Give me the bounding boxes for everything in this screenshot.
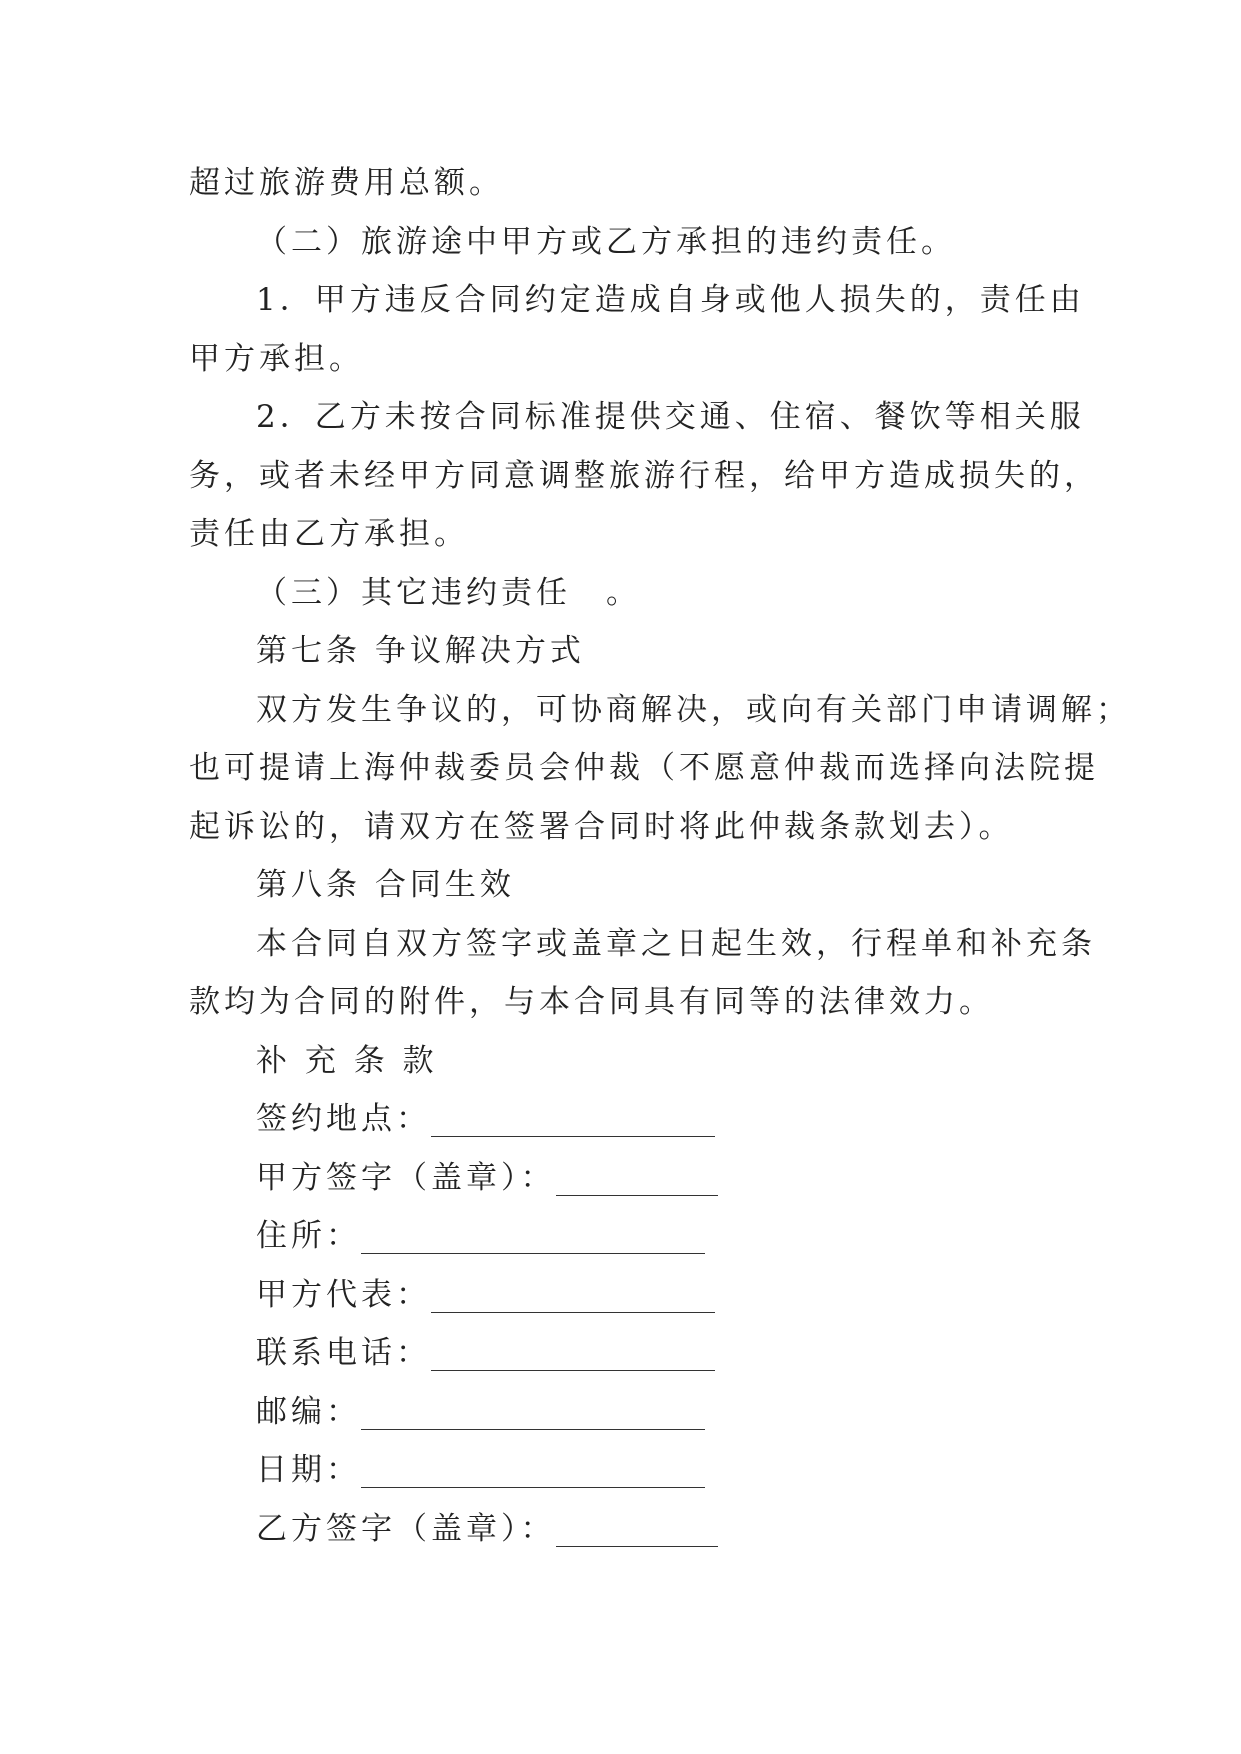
paragraph-line: 款均为合同的附件，与本合同具有同等的法律效力。 <box>189 984 994 1020</box>
article-heading-dispute-resolution: 第七条 争议解决方式 <box>256 633 585 669</box>
field-label: 日期： <box>256 1452 361 1488</box>
paragraph-line: 本合同自双方签字或盖章之日起生效，行程单和补充条 <box>256 925 1096 962</box>
field-label: 住所： <box>256 1218 361 1254</box>
supplementary-terms-heading: 补 充 条 款 <box>256 1042 438 1079</box>
date-field <box>189 1441 1045 1500</box>
paragraph-line: 双方发生争议的，可协商解决，或向有关部门申请调解； <box>256 691 1131 728</box>
paragraph-line: 起诉讼的，请双方在签署合同时将此仲裁条款划去）。 <box>189 808 1014 845</box>
party-a-signature-blank[interactable] <box>556 1195 718 1196</box>
field-label: 乙方签字（盖章）： <box>256 1510 556 1547</box>
postcode-blank[interactable] <box>361 1429 705 1430</box>
address-blank[interactable] <box>361 1253 705 1254</box>
field-label: 甲方签字（盖章）： <box>256 1159 556 1196</box>
document-body <box>189 154 1131 1558</box>
paragraph-line: 务，或者未经甲方同意调整旅游行程，给甲方造成损失的， <box>189 457 1099 494</box>
date-blank[interactable] <box>361 1487 705 1488</box>
paragraph-line: 1．甲方违反合同约定造成自身或他人损失的，责任由 <box>256 282 1085 318</box>
party-b-signature-field <box>189 1500 1045 1559</box>
field-label: 联系电话： <box>256 1335 431 1371</box>
section-heading-other-breach: （三）其它违约责任 。 <box>256 574 641 611</box>
field-label: 邮编： <box>256 1393 361 1430</box>
field-label: 甲方代表： <box>256 1276 431 1313</box>
phone-field <box>189 1324 1045 1383</box>
article-heading-contract-effect: 第八条 合同生效 <box>256 867 515 903</box>
party-a-representative-field <box>189 1266 1045 1325</box>
paragraph-line: 甲方承担。 <box>189 340 364 377</box>
signing-location-blank[interactable] <box>431 1136 715 1137</box>
party-a-representative-blank[interactable] <box>431 1312 715 1313</box>
section-heading-breach-during-trip: （二）旅游途中甲方或乙方承担的违约责任。 <box>256 223 956 260</box>
party-a-signature-field <box>189 1149 1045 1208</box>
paragraph-line: 也可提请上海仲裁委员会仲裁（不愿意仲裁而选择向法院提 <box>189 750 1099 786</box>
paragraph-line: 2．乙方未按合同标准提供交通、住宿、餐饮等相关服 <box>256 399 1085 435</box>
paragraph-line: 超过旅游费用总额。 <box>189 165 504 201</box>
phone-blank[interactable] <box>431 1370 715 1371</box>
signing-location-field <box>189 1090 1045 1149</box>
address-field <box>189 1207 1045 1266</box>
party-b-signature-blank[interactable] <box>556 1546 718 1547</box>
postcode-field <box>189 1383 1045 1442</box>
field-label: 签约地点： <box>256 1101 431 1137</box>
paragraph-line: 责任由乙方承担。 <box>189 516 469 552</box>
